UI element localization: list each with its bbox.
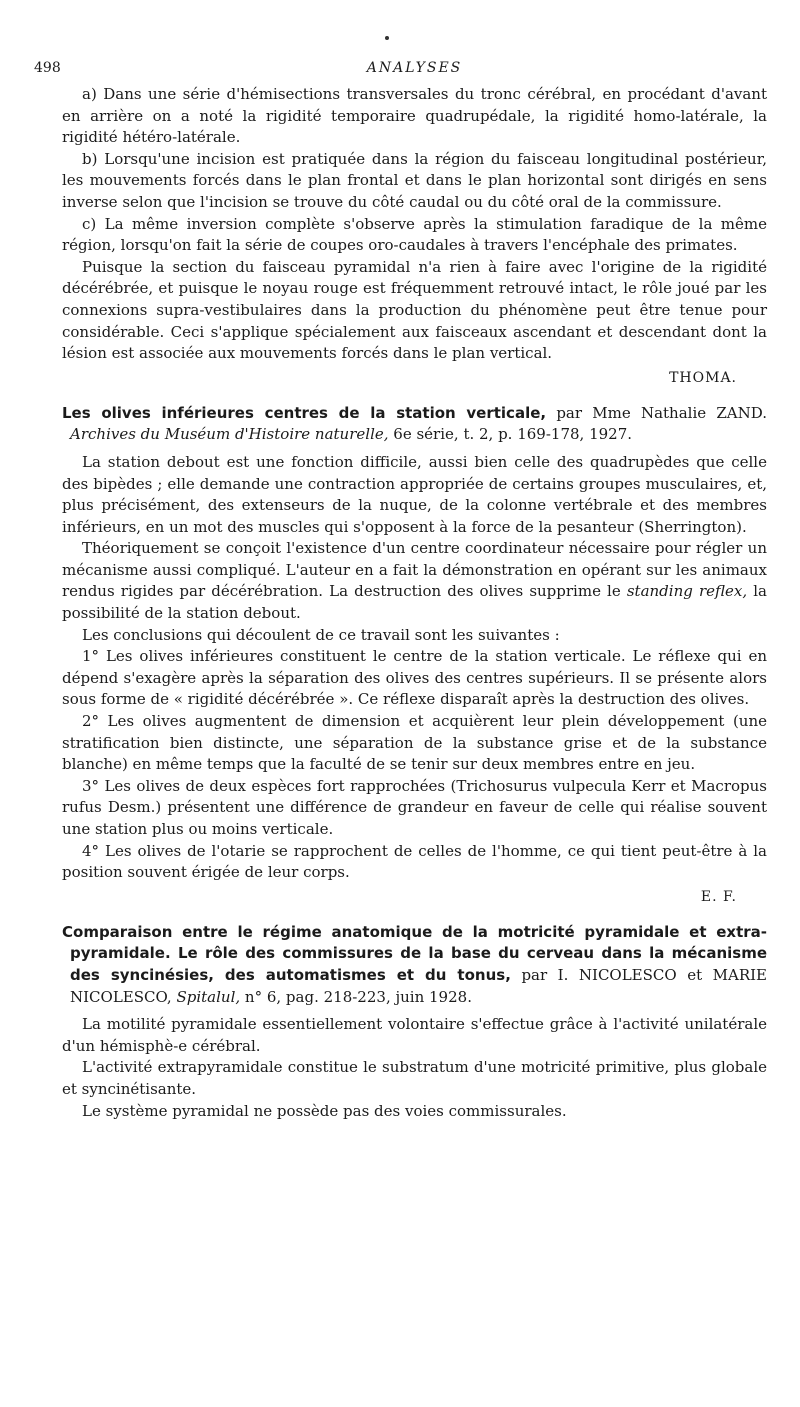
article-byline: par I. NICOLESCO et MARIE NICOLESCO,: [70, 965, 767, 1006]
article-nicolesco: [62, 922, 767, 1122]
thoma-section: [62, 84, 767, 389]
article-zand: [62, 403, 767, 908]
signature-ef: E. F.: [700, 888, 737, 905]
paragraph: 3° Les olives de deux espèces fort rapprochées (Trichosurus vulpecula Kerr et Macropus rufus Desm.) présentent une différence de grandeur en faveur de celle qui réalise souvent une station plus ou moins verticale.: [62, 776, 767, 838]
article-heading: [62, 922, 767, 1008]
signature-thoma: THOMA.: [669, 369, 737, 386]
running-header: [34, 60, 767, 84]
paragraph-b: b) Lorsqu'une incision est pratiquée dans la région du faisceau longitudinal postérieur, les mouvements forcés dans le plan frontal et dans le plan horizontal sont dirigés en sens inverse selon que l'incision se trouve du côté caudal ou du côté oral de la commissure.: [62, 149, 767, 211]
page: [34, 44, 767, 1122]
article-source-details: n° 6, pag. 218-223, juin 1928.: [244, 987, 472, 1006]
paragraph: La station debout est une fonction difficile, aussi bien celle des quadrupèdes que celle des bipèdes ; elle demande une contraction appropriée de certains groupes musculaires, et, plus précisément, des extenseurs de la nuque, de la colonne vertébrale et des membres inférieurs, en un mot des muscles qui s'opposent à la force de la pesanteur (Sherrington).: [62, 452, 767, 536]
text-run: Théoriquement se conçoit l'existence d'un centre coordinateur nécessaire pour régler un mécanisme aussi compliqué. L'auteur en a fait la démonstration en opérant sur les animaux rendus rigides par décérébration. La destruction des olives supprime le: [62, 539, 767, 601]
article-source: Spitalul,: [176, 987, 241, 1006]
page-number: 498: [34, 60, 61, 76]
paragraph-a: a) Dans une série d'hémisections transversales du tronc cérébral, en procédant d'avant en arrière on a noté la rigidité temporaire quadrupédale, la rigidité homo-latérale, la rigidité hétéro-latérale.: [62, 85, 767, 147]
print-speck: [385, 36, 389, 40]
paragraph-conclusion: Puisque la section du faisceau pyramidal n'a rien à faire avec l'origine de la rigidité décérébrée, et puisque le noyau rouge est fréquemment retrouvé intact, le rôle joué par les connexions supra-vestibulaires dans la production du phénomène peut être tenue pour considérable. Ceci s'applique spécialement aux faisceaux ascendant et descendant dont la lésion est associée aux mouvements forcés dans le plan vertical.: [62, 257, 767, 363]
running-title: ANALYSES: [366, 60, 463, 76]
paragraph-c: c) La même inversion complète s'observe après la stimulation faradique de la même région, lorsqu'on fait la série de coupes oro-caudales à travers l'encéphale des primates.: [62, 214, 767, 255]
article-title: Comparaison entre le régime anatomique de la motricité pyramidale et extra-pyramidale. Le rôle des commissures de la base du cerveau dans la mécanisme des syncinésies, des automatismes et du tonus,: [62, 922, 767, 984]
paragraph: Les conclusions qui découlent de ce travail sont les suivantes :: [82, 625, 560, 644]
article-title: Les olives inférieures centres de la station verticale,: [62, 403, 547, 422]
paragraph: [62, 538, 767, 624]
paragraph: La motilité pyramidale essentiellement volontaire s'effectue grâce à l'activité unilatérale d'un hémisphè-e cérébral.: [62, 1015, 767, 1055]
paragraph: 1° Les olives inférieures constituent le centre de la station verticale. Le réflexe qui en dépend s'exagère après la séparation des olives des centres supérieurs. Il se présente alors sous forme de « rigidité décérébrée ». Ce réflexe disparaît après la destruction des olives.: [62, 647, 767, 709]
paragraph: L'activité extrapyramidale constitue le substratum d'une motricité primitive, plus globale et syncinétisante.: [62, 1058, 767, 1098]
article-source: Archives du Muséum d'Histoire naturelle,: [70, 425, 389, 444]
paragraph: Le système pyramidal ne possède pas des voies commissurales.: [82, 1101, 567, 1120]
emphasis: standing reflex,: [626, 582, 748, 601]
article-byline: par Mme Nathalie ZAND.: [556, 403, 767, 422]
text-run: la possibilité de la station debout.: [62, 582, 767, 623]
article-source-details: 6e série, t. 2, p. 169-178, 1927.: [393, 425, 633, 444]
paragraph: 4° Les olives de l'otarie se rapprochent de celles de l'homme, ce qui tient peut-être à la position souvent érigée de leur corps.: [62, 841, 767, 882]
article-heading: [62, 403, 767, 446]
paragraph: 2° Les olives augmentent de dimension et acquièrent leur plein développement (une stratification bien distincte, une séparation de la substance grise et de la substance blanche) en même temps que la faculté de se tenir sur deux membres entre en jeu.: [62, 712, 767, 774]
